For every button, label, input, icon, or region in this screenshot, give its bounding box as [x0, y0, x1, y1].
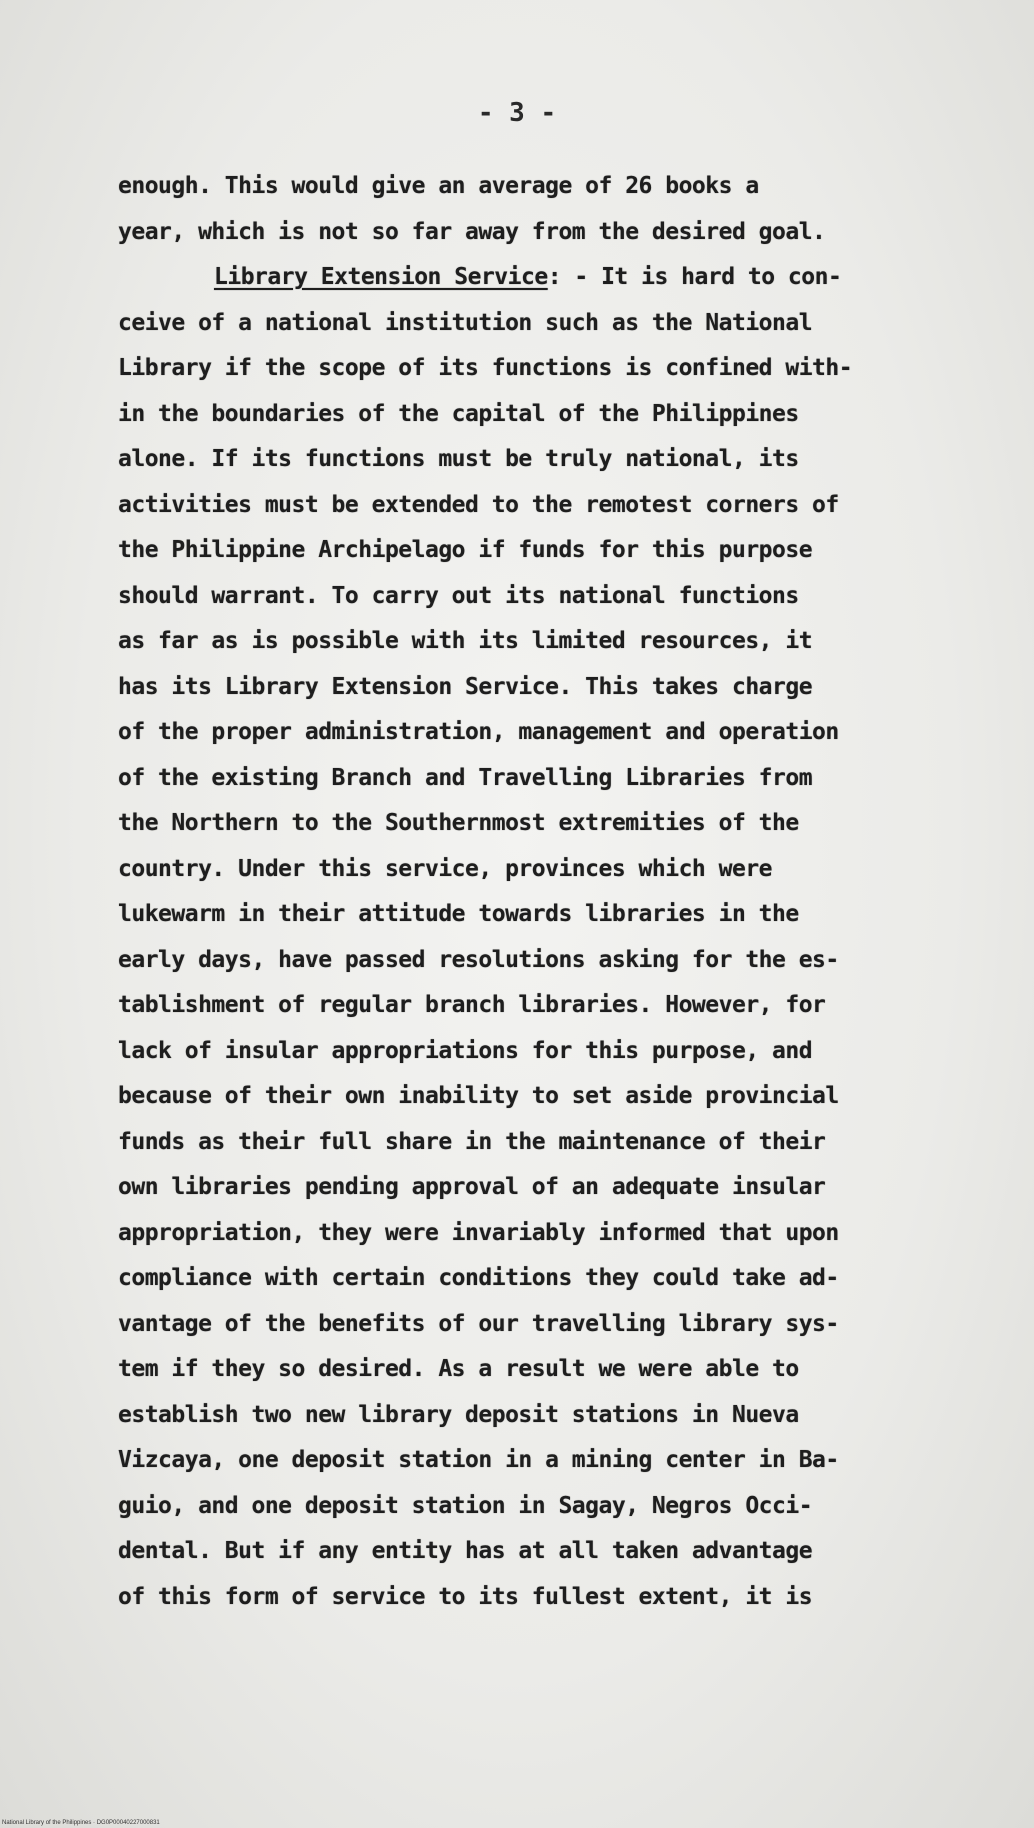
text-line: the Northern to the Southernmost extremities of the	[118, 810, 799, 836]
text-line: tablishment of regular branch libraries. However, for	[118, 992, 826, 1018]
text-line: year, which is not so far away from the desired goal.	[118, 218, 826, 245]
text-line: of the proper administration, management and operation	[118, 719, 839, 745]
footer-credit: National Library of the Philippines · DG0P00040227000831	[2, 1820, 160, 1826]
text-line: own libraries pending approval of an adequate insular	[118, 1174, 826, 1200]
text-line: has its Library Extension Service. This takes charge	[118, 673, 813, 700]
page-number: - 3 -	[477, 98, 557, 128]
text-line: activities must be extended to the remotest corners of	[118, 491, 839, 518]
text-line: compliance with certain conditions they could take ad-	[118, 1265, 839, 1291]
text-line: of the existing Branch and Travelling Libraries from	[118, 764, 813, 791]
text-line: appropriation, they were invariably informed that upon	[118, 1219, 839, 1246]
text-line: tem if they so desired. As a result we were able to	[118, 1356, 799, 1382]
body-text	[118, 164, 978, 1620]
text-line: lack of insular appropriations for this purpose, and	[118, 1037, 813, 1064]
text-line: Vizcaya, one deposit station in a mining center in Ba-	[118, 1447, 839, 1473]
text-line: early days, have passed resolutions asking for the es-	[118, 946, 839, 973]
text-line: should warrant. To carry out its national functions	[118, 582, 799, 609]
text-line: establish two new library deposit stations in Nueva	[118, 1401, 799, 1428]
section-heading-line: Library Extension Service: - It is hard to con-	[214, 264, 842, 290]
text-line: as far as is possible with its limited resources, it	[118, 628, 813, 654]
text-line: because of their own inability to set aside provincial	[118, 1083, 839, 1109]
text-line: the Philippine Archipelago if funds for this purpose	[118, 537, 813, 563]
text-line: ceive of a national institution such as the National	[118, 309, 813, 336]
text-line: funds as their full share in the maintenance of their	[118, 1128, 826, 1155]
text-line: in the boundaries of the capital of the Philippines	[118, 400, 799, 427]
text-line: guio, and one deposit station in Sagay, Negros Occi-	[118, 1492, 813, 1519]
text-line: alone. If its functions must be truly national, its	[118, 446, 799, 472]
text-line: country. Under this service, provinces which were	[118, 855, 773, 882]
text-line: dental. But if any entity has at all taken advantage	[118, 1538, 813, 1564]
text-line: vantage of the benefits of our travelling library sys-	[118, 1310, 839, 1337]
text-line: lukewarm in their attitude towards libraries in the	[118, 901, 799, 927]
text-line: enough. This would give an average of 26 books a	[118, 173, 759, 199]
text-line: Library if the scope of its functions is confined with-	[118, 355, 853, 381]
text-line: of this form of service to its fullest extent, it is	[118, 1583, 813, 1610]
section-heading: Library Extension Service	[214, 264, 548, 290]
